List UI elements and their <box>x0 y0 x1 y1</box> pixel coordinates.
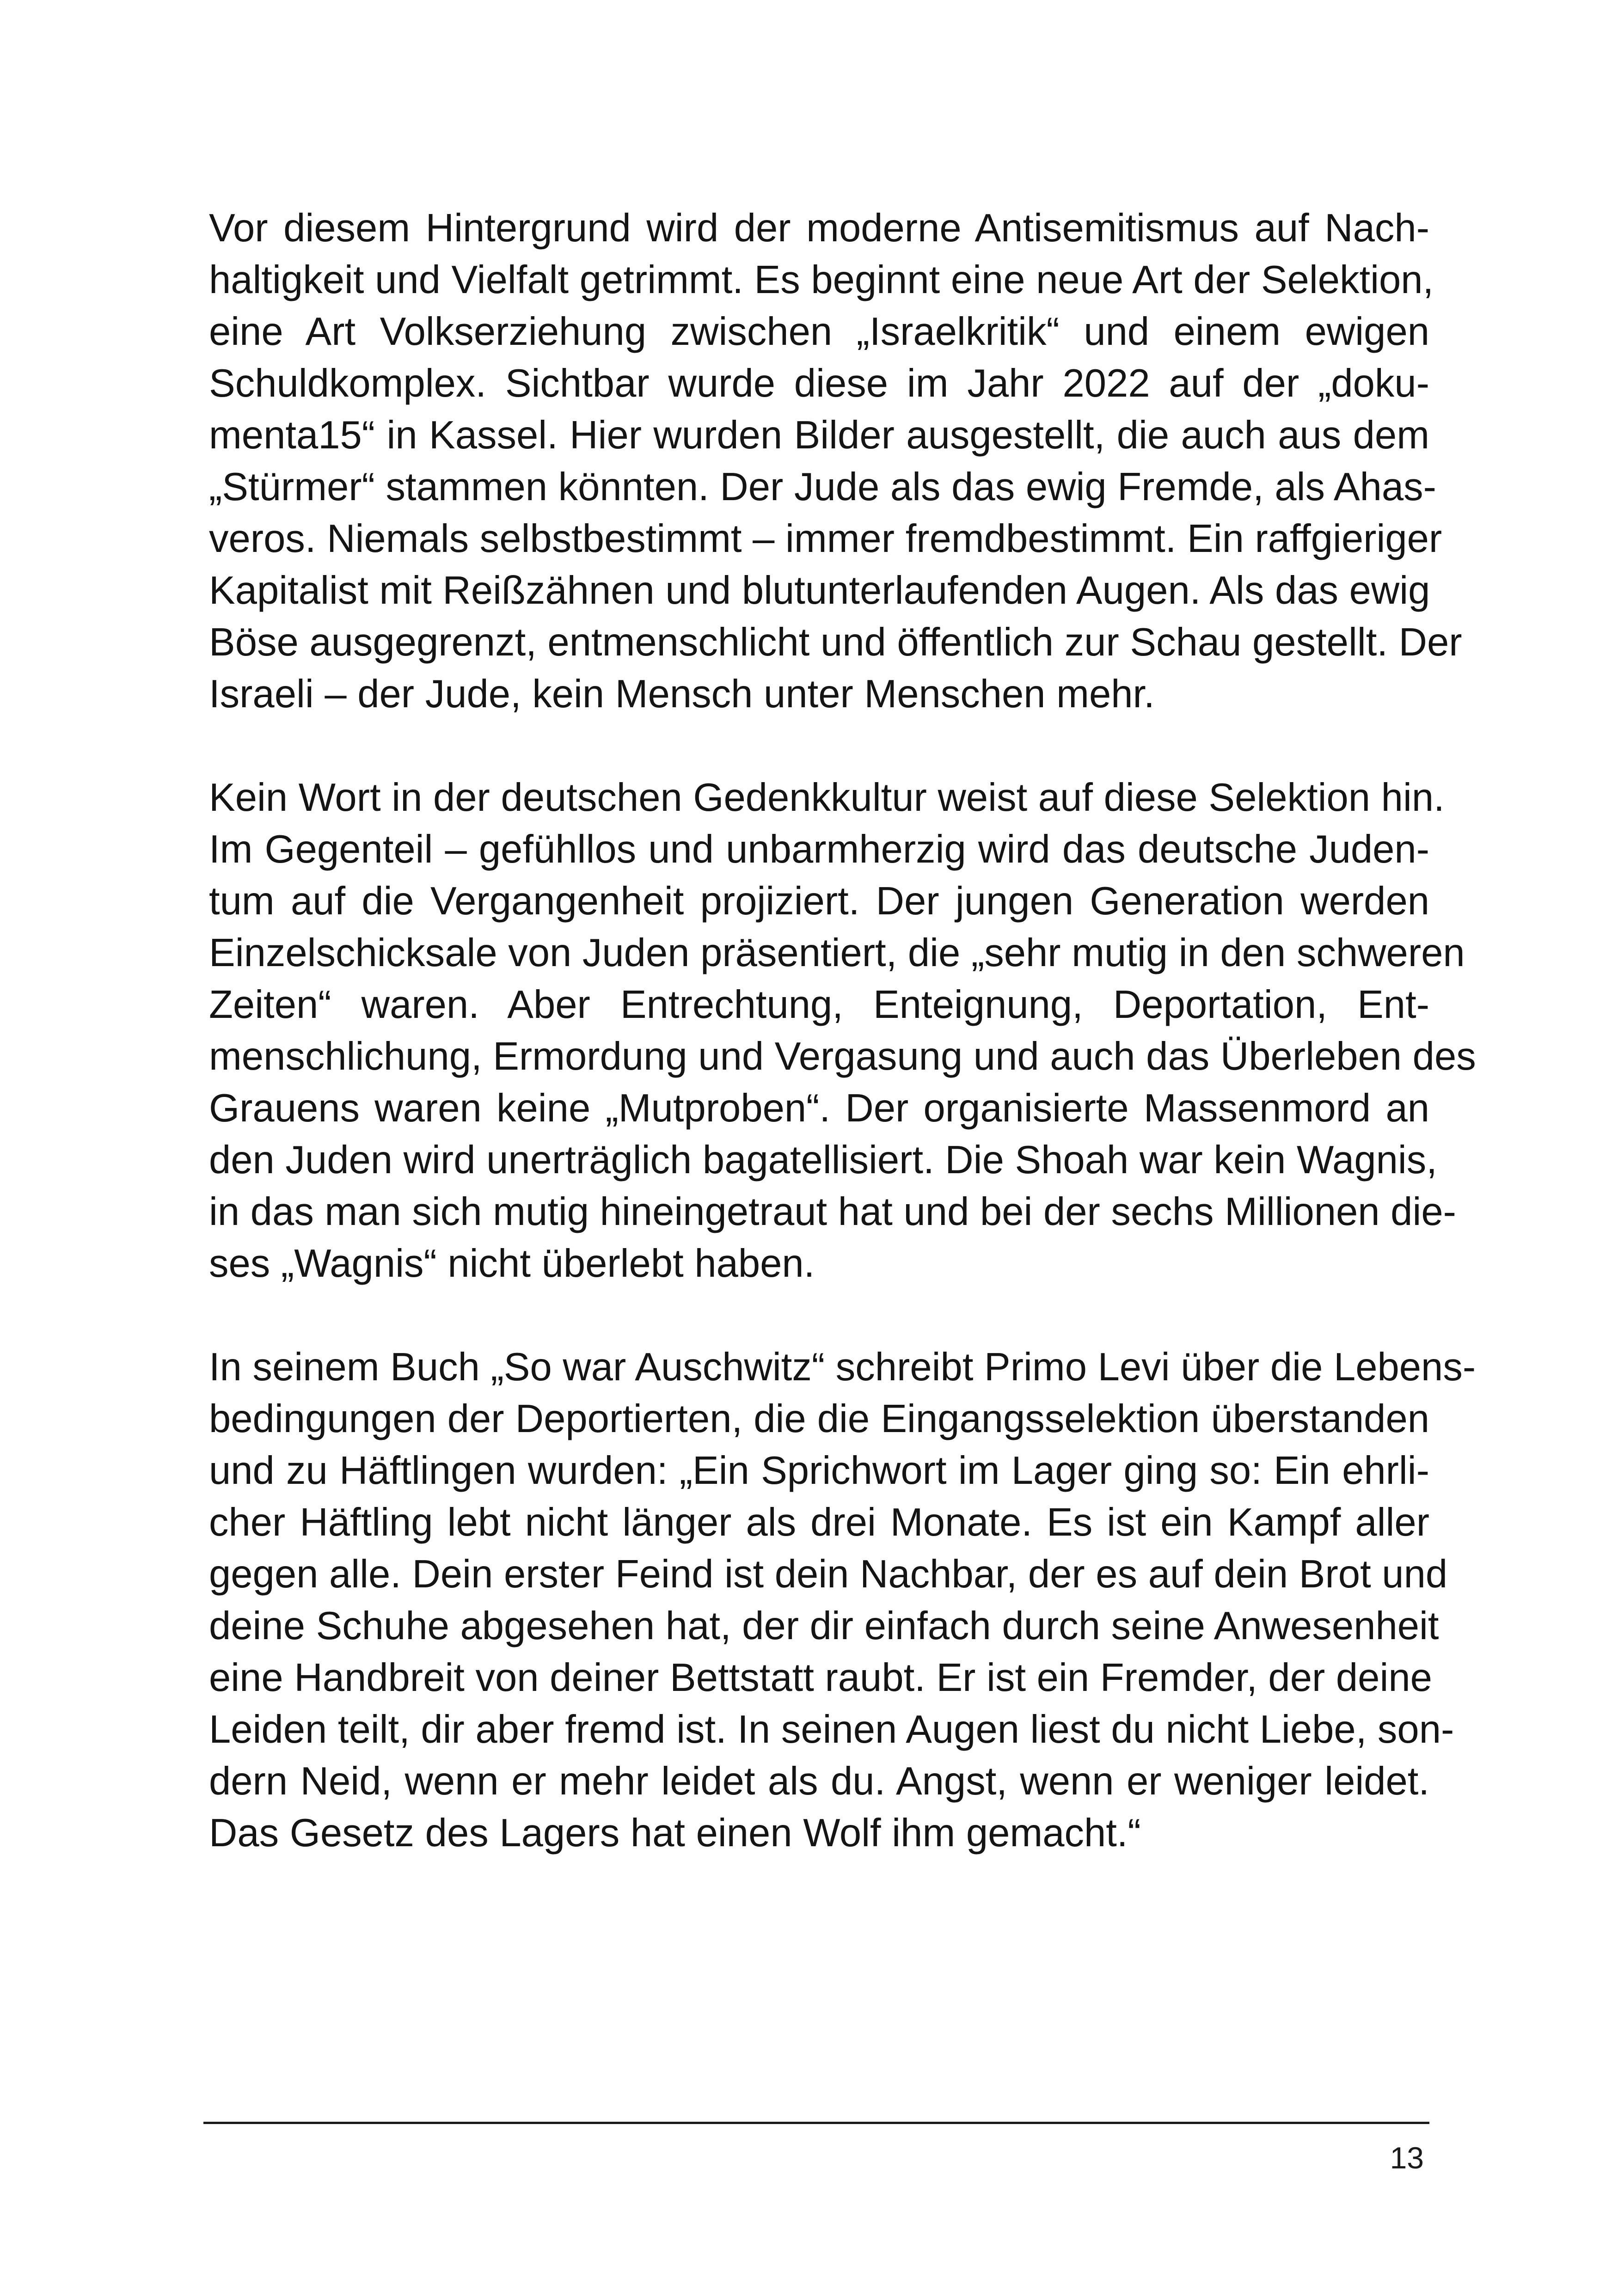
text-line: in das man sich mutig hineingetraut hat und bei der sechs Millionen die- <box>209 1190 1456 1234</box>
text-line: deine Schuhe abgesehen hat, der dir einfach durch seine Anwesenheit <box>209 1604 1439 1648</box>
text-line: ses „Wagnis“ nicht überlebt haben. <box>209 1242 815 1286</box>
text-line: Das Gesetz des Lagers hat einen Wolf ihm gemacht.“ <box>209 1811 1141 1855</box>
text-line: haltigkeit und Vielfalt getrimmt. Es beginnt eine neue Art der Selektion, <box>209 258 1434 302</box>
text-line: Kein Wort in der deutschen Gedenkkultur weist auf diese Selektion hin. <box>209 776 1445 820</box>
text-line: menschlichung, Ermordung und Vergasung und auch das Überleben des <box>209 1035 1476 1078</box>
text-line: gegen alle. Dein erster Feind ist dein Nachbar, der es auf dein Brot und <box>209 1552 1448 1596</box>
text-line: und zu Häftlingen wurden: „Ein Sprichwort im Lager ging so: Ein ehrli- <box>209 1449 1429 1493</box>
text-line: Leiden teilt, dir aber fremd ist. In seinen Augen liest du nicht Liebe, son- <box>209 1708 1454 1751</box>
text-line: Schuldkomplex. Sichtbar wurde diese im Jahr 2022 auf der „doku- <box>209 361 1429 405</box>
text-line: dern Neid, wenn er mehr leidet als du. Angst, wenn er weniger leidet. <box>209 1759 1429 1803</box>
paragraph <box>209 202 1462 720</box>
text-line: eine Art Volkserziehung zwischen „Israelkritik“ und einem ewigen <box>209 310 1429 354</box>
text-line: „Stürmer“ stammen könnten. Der Jude als das ewig Fremde, als Ahas- <box>209 465 1436 509</box>
text-line: Israeli – der Jude, kein Mensch unter Menschen mehr. <box>209 672 1155 716</box>
text-line: den Juden wird unerträglich bagatellisiert. Die Shoah war kein Wagnis, <box>209 1138 1437 1182</box>
page-number: 13 <box>1390 2141 1424 2175</box>
text-line: Im Gegenteil – gefühllos und unbarmherzig wird das deutsche Juden- <box>209 827 1429 871</box>
text-line: Grauens waren keine „Mutproben“. Der organisierte Massenmord an <box>209 1086 1429 1130</box>
text-line: In seinem Buch „So war Auschwitz“ schreibt Primo Levi über die Lebens- <box>209 1345 1476 1389</box>
text-line: Kapitalist mit Reißzähnen und blutunterlaufenden Augen. Als das ewig <box>209 569 1430 612</box>
paragraph <box>209 1341 1476 1859</box>
footer-divider <box>203 2122 1429 2124</box>
text-line: menta15“ in Kassel. Hier wurden Bilder ausgestellt, die auch aus dem <box>209 413 1429 457</box>
text-line: Einzelschicksale von Juden präsentiert, die „sehr mutig in den schweren <box>209 931 1465 975</box>
text-line: veros. Niemals selbstbestimmt – immer fremdbestimmt. Ein raffgieriger <box>209 517 1442 561</box>
text-line: cher Häftling lebt nicht länger als drei Monate. Es ist ein Kampf aller <box>209 1500 1429 1544</box>
paragraph <box>209 772 1476 1290</box>
text-line: tum auf die Vergangenheit projiziert. Der jungen Generation werden <box>209 879 1429 923</box>
body-text <box>209 202 1476 1911</box>
text-line: bedingungen der Deportierten, die die Eingangsselektion überstanden <box>209 1397 1429 1441</box>
text-line: Vor diesem Hintergrund wird der moderne Antisemitismus auf Nach- <box>209 206 1429 250</box>
text-line: eine Handbreit von deiner Bettstatt raubt. Er ist ein Fremder, der deine <box>209 1656 1432 1700</box>
text-line: Böse ausgegrenzt, entmenschlicht und öffentlich zur Schau gestellt. Der <box>209 620 1462 664</box>
text-line: Zeiten“ waren. Aber Entrechtung, Enteignung, Deportation, Ent- <box>209 983 1429 1027</box>
